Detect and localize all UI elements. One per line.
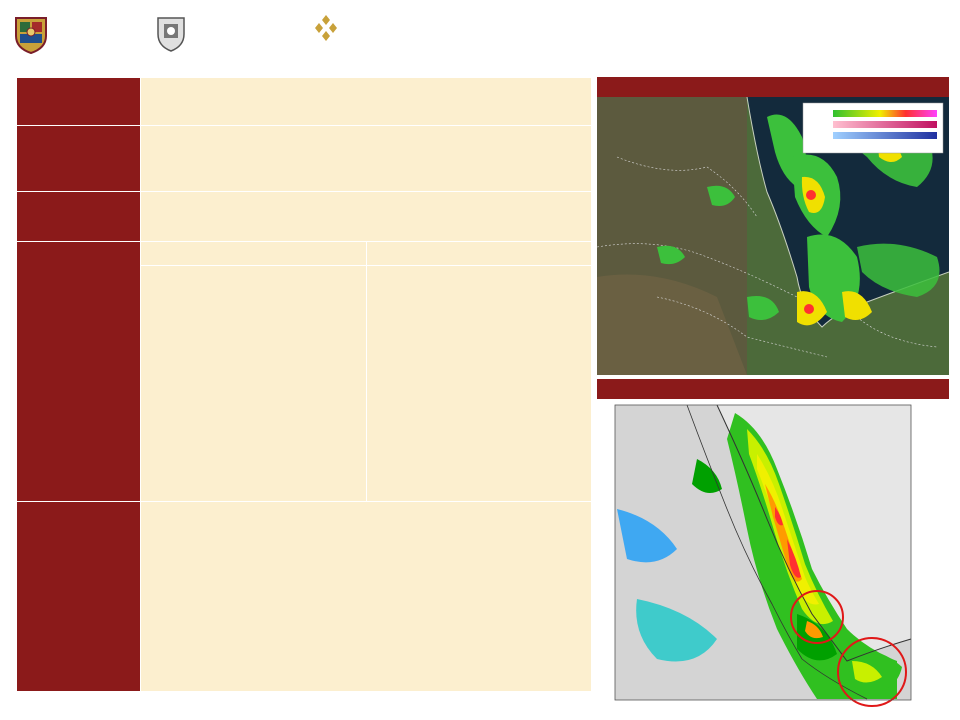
proteccion-civil-logo xyxy=(156,14,276,52)
precauciones-list xyxy=(141,502,592,692)
regiones-col2-header xyxy=(367,242,592,266)
row-movimiento xyxy=(17,192,592,242)
regiones-label xyxy=(17,242,141,502)
legend-snow-bar xyxy=(833,132,937,139)
rain-accumulation-map xyxy=(597,399,949,712)
rain-panel-title xyxy=(597,379,949,399)
ambito-value xyxy=(141,78,592,126)
row-precauciones xyxy=(17,502,592,692)
diamond-pattern-icon xyxy=(313,14,339,44)
precauciones-label xyxy=(17,502,141,692)
veracruz-orgullo-logo xyxy=(282,14,372,47)
movimiento-value xyxy=(141,192,592,242)
rain-accumulation-panel xyxy=(597,379,949,712)
precipitacion-value xyxy=(141,126,592,192)
row-ambito xyxy=(17,78,592,126)
forecast-table xyxy=(16,77,592,692)
veracruz-gobierno-logo xyxy=(14,14,154,54)
proteccion-civil-shield-icon xyxy=(156,14,186,52)
legend-rain-bar xyxy=(833,110,937,117)
row-precipitacion xyxy=(17,126,592,192)
regiones-col2-list xyxy=(367,266,592,502)
row-regiones-header xyxy=(17,242,592,266)
precipitacion-label xyxy=(17,126,141,192)
regiones-col1-header xyxy=(141,242,367,266)
legend-mixed-bar xyxy=(833,121,937,128)
radar-panel-title xyxy=(597,77,949,97)
radar-legend xyxy=(803,103,943,153)
radar-map xyxy=(597,97,949,375)
ambito-label xyxy=(17,78,141,126)
movimiento-label xyxy=(17,192,141,242)
veracruz-shield-icon xyxy=(14,14,48,54)
radar-panel xyxy=(597,77,949,375)
regiones-col1-list xyxy=(141,266,367,502)
